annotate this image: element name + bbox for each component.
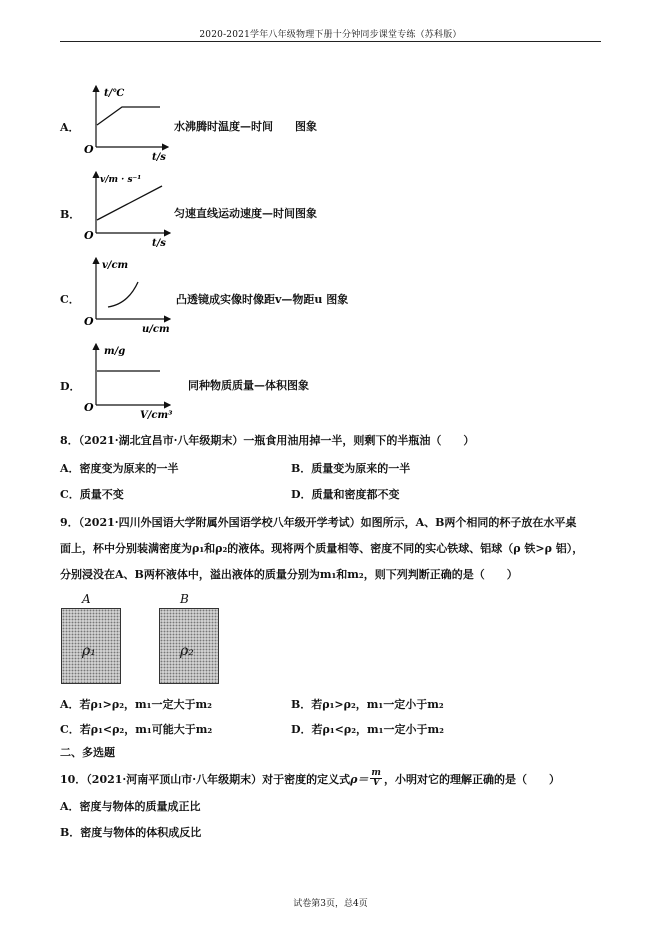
option-letter: B． xyxy=(60,208,81,221)
y-label: v/m · s⁻¹ xyxy=(100,175,142,185)
question-8-option-b[interactable]: B．质量变为原来的一半 xyxy=(291,462,411,475)
question-10-stem-prefix: 10．（2021·河南平顶山市·八年级期末）对于密度的定义式 xyxy=(60,772,351,786)
question-9-option-c[interactable]: C．若ρ₁<ρ₂，m₁可能大于m₂ xyxy=(60,723,213,736)
question-9-line-1: 9．（2021·四川外国语大学附属外国语学校八年级开学考试）如图所示，A、B两个相同的杯子放在水平桌 xyxy=(60,516,577,529)
x-label: t/s xyxy=(152,238,166,248)
question-8-option-a[interactable]: A．密度变为原来的一半 xyxy=(60,462,179,475)
y-label: t/℃ xyxy=(104,88,125,99)
y-label: m/g xyxy=(104,346,126,357)
origin-label: O xyxy=(84,401,94,414)
question-9-option-a[interactable]: A．若ρ₁>ρ₂，m₁一定大于m₂ xyxy=(60,698,212,711)
x-label: u/cm xyxy=(142,324,170,335)
cup-b-density: ρ₂ xyxy=(180,643,194,659)
question-9-line-3: 分别浸没在A、B两杯液体中，溢出液体的质量分别为m₁和m₂，则下列判断正确的是（ ） xyxy=(60,568,518,581)
velocity-time-graph xyxy=(82,168,177,248)
origin-label: O xyxy=(84,229,94,242)
option-letter: C． xyxy=(60,293,80,306)
page-header-title: 2020-2021学年八年级物理下册十分钟同步课堂专练（苏科版） xyxy=(199,30,462,40)
formula-denominator: V xyxy=(372,778,380,788)
section-heading-multiple-choice: 二、多选题 xyxy=(60,746,115,759)
question-8-stem: 8．（2021·湖北宜昌市·八年级期末）一瓶食用油用掉一半，则剩下的半瓶油（ ） xyxy=(60,434,475,447)
question-10-option-b[interactable]: B．密度与物体的体积成反比 xyxy=(60,826,202,839)
question-8-option-d[interactable]: D．质量和密度都不变 xyxy=(291,488,400,501)
temperature-time-graph xyxy=(82,82,172,162)
y-label: v/cm xyxy=(102,260,129,271)
density-formula-lhs: ρ＝ xyxy=(350,772,369,786)
graph-caption: 水沸腾时温度—时间 图象 xyxy=(174,120,317,133)
cup-b-label: B xyxy=(180,592,189,606)
question-10-option-a[interactable]: A．密度与物体的质量成正比 xyxy=(60,800,201,813)
cup-a-label: A xyxy=(82,592,91,606)
page-footer: 试卷第3页，总4页 xyxy=(293,899,368,909)
image-distance-graph xyxy=(82,254,182,336)
question-10-stem xyxy=(60,769,560,788)
question-10-stem-suffix: ，小明对它的理解正确的是（ ） xyxy=(383,772,560,786)
option-letter: D． xyxy=(60,380,81,393)
density-formula-fraction xyxy=(370,769,382,788)
header-divider xyxy=(60,41,601,42)
cup-a xyxy=(61,608,121,684)
question-9-line-2: 面上，杯中分别装满密度为ρ₁和ρ₂的液体。现将两个质量相等、密度不同的实心铁球、铝球（ρ 铁>ρ 铝）， xyxy=(60,542,584,555)
mass-volume-graph xyxy=(82,340,182,422)
graph-caption: 同种物质质量—体积图象 xyxy=(188,379,309,392)
x-label: t/s xyxy=(152,152,166,162)
curve xyxy=(97,107,160,125)
question-8-option-c[interactable]: C．质量不变 xyxy=(60,488,124,501)
option-letter: A． xyxy=(60,121,80,134)
curve xyxy=(108,282,138,307)
curve xyxy=(97,186,162,220)
cup-b xyxy=(159,608,219,684)
graph-caption: 匀速直线运动速度—时间图象 xyxy=(174,207,317,220)
origin-label: O xyxy=(84,143,94,156)
graph-caption: 凸透镜成实像时像距v—物距u 图象 xyxy=(176,293,349,306)
question-9-option-d[interactable]: D．若ρ₁<ρ₂，m₁一定小于m₂ xyxy=(291,723,444,736)
cup-a-density: ρ₁ xyxy=(82,643,96,659)
question-9-option-b[interactable]: B．若ρ₁>ρ₂，m₁一定小于m₂ xyxy=(291,698,444,711)
x-label: V/cm³ xyxy=(140,410,173,421)
formula-numerator: m xyxy=(371,768,381,778)
origin-label: O xyxy=(84,315,94,328)
